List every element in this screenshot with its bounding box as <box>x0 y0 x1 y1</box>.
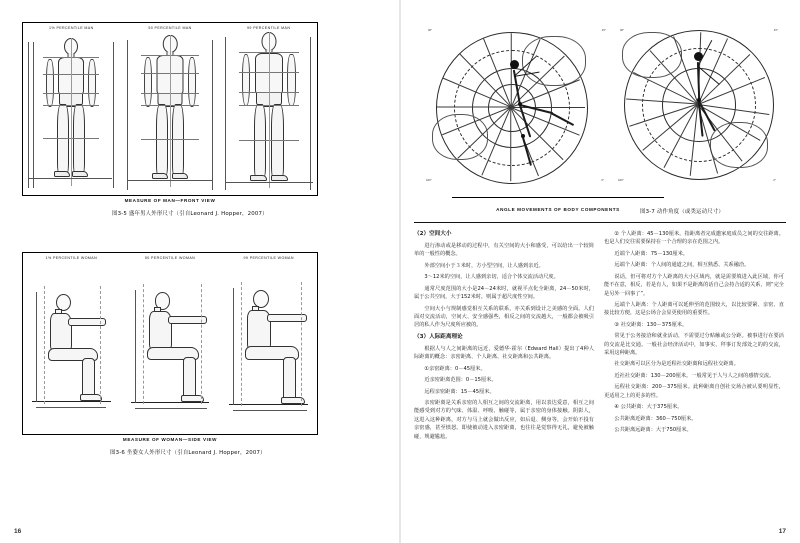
women-figures-group <box>22 252 318 430</box>
woman-percentile-label-2: 50 PERCENTILE WOMAN <box>144 256 196 260</box>
body-paragraph: 亲密距离是关系亲密的人相互之间的交流距离，用以表达爱意，相互之间能感受到对方的气味、体温、呼吸、触碰等，属于亲密的身体接触。阴影人，这进入这种距离，对方与马上就会做出反应，如后退、侧身等，会开始不投有亲密感，甚至愤怒。即使被动进入亲密距离，也往往是觉察得无礼，避免被触碰，规避尴尬。 <box>414 400 594 440</box>
radial-diagram-left: 90° 45° 180° 0° <box>426 28 606 182</box>
woman-percentile-label-3: 99 PERCENTILE WOMAN <box>243 256 294 260</box>
section-divider <box>414 222 786 223</box>
men-figures-group <box>22 22 318 191</box>
body-paragraph: 3～12米的空间，让人感到亲切，适合个体交流活动尺度。 <box>424 274 559 281</box>
woman-column-3 <box>219 252 318 430</box>
body-paragraph: 远端个人距离：个人间的通道之间，相互熟悉、关系融洽。 <box>614 262 750 269</box>
man-percentile-label-2: 50 PERCENTILE MAN <box>148 26 192 30</box>
seated-woman-drawing <box>22 252 121 430</box>
radial-diagram-right: 90° 45° 180° 0° <box>618 28 778 182</box>
body-column-1 <box>414 230 594 520</box>
right-page <box>400 0 800 543</box>
body-column-2 <box>604 230 784 520</box>
body-paragraph: 常见于公务接洽和就业活动，不需要过分贴触或公分距。被事进行在要活的交流是比交通。一般社会经济活动中，如事实、拜事订发部处之的的交流，采用这种距离。 <box>604 333 784 357</box>
seated-woman-drawing <box>219 252 318 430</box>
seated-woman-drawing <box>121 252 220 430</box>
page-number-left: 16 <box>14 528 22 535</box>
body-paragraph: 公共距离远距离：大于750厘米。 <box>614 427 692 434</box>
body-heading: （2）空间大小 <box>414 231 452 237</box>
figure-caption-women: 图3-6 坐姿女人外形尺寸（引自Leonard J. Hopper，2007） <box>110 450 266 456</box>
figure-men-front-view <box>22 22 318 205</box>
body-heading: （3）人际距离理论 <box>414 333 463 340</box>
man-percentile-label-1: 1% PERCENTILE MAN <box>49 26 94 30</box>
stick-figure-dancer <box>484 60 564 168</box>
body-paragraph: ①亲密距离：0－45厘米。 <box>424 365 486 372</box>
body-paragraph: 近社社交距离：130－200厘米。一般常见于人与人之间的感情交流。 <box>614 372 775 379</box>
body-paragraph: 说话，但可将对方个人距离的大小区域内，就是需要填进入此区域，你可能不在意，相反，若是有人，如果不是距离的话自己会持合适的关系，则“完全是另外一回事了”。 <box>604 273 784 297</box>
woman-percentile-label-1: 1% PERCENTILE WOMAN <box>45 256 98 260</box>
figure-caption-angle: 图3-7 动作角度（或类运动尺寸） <box>640 209 724 215</box>
body-paragraph: 近亲密距离范围：0－15厘米。 <box>424 377 497 384</box>
page-number-right: 17 <box>778 528 786 535</box>
book-gutter <box>399 0 401 543</box>
man-figure-drawing <box>139 35 201 187</box>
body-paragraph: 远端个人距离：个人距离可以延伸至的范围较大，以比较要紧、亲密、直接比较方便，这是公场合会显更使用的重要性。 <box>604 301 784 317</box>
body-paragraph: 远程社交距离：200－375厘米。此种距离自创社交场合被认要明显性，更适用之上的更多的性。 <box>604 384 784 399</box>
woman-column-2 <box>121 252 220 430</box>
figure-caption-men: 图3-5 盛年男人外形尺寸（引自Leonard J. Hopper，2007） <box>112 211 268 217</box>
figure-inner-caption: ANGLE MOVEMENTS OF BODY COMPONENTS <box>496 207 620 212</box>
body-paragraph: ④ 公共距离：大于375厘米。 <box>614 404 683 411</box>
woman-column-1 <box>22 252 121 430</box>
body-paragraph: 远程亲密距离：15－45厘米。 <box>424 388 495 395</box>
figure-inner-caption: MEASURE OF MAN—FRONT VIEW <box>22 195 318 205</box>
man-figure-drawing <box>41 38 101 186</box>
body-paragraph: 近端个人距离：75－130厘米。 <box>614 250 688 257</box>
body-paragraph: 空间大小与规制感觉相互关系的联系，亦关系到设计之美感的全面。人们面对交流活动，空间大、安全感强些，相反之间的交流越大，一般都会被吸引居的私人作为尺度所应被的。 <box>414 305 594 329</box>
stick-figure-standing <box>674 52 744 164</box>
man-column-1 <box>22 22 121 191</box>
man-column-2 <box>121 22 220 191</box>
man-figure-drawing <box>237 32 301 188</box>
body-paragraph: 外部空间小于３米时，方小型空间，让人感到亲近。 <box>424 262 544 269</box>
figure-inner-caption: MEASURE OF WOMAN—SIDE VIEW <box>22 434 318 444</box>
body-paragraph: ② 个人距离：45－130厘米。指距离者完成邀家庭成员之间的交往距离。也是人们交往需要保持在一个合理的亲在范围之内。 <box>604 231 784 246</box>
body-paragraph: 进行渗动或是移动的过程中，有关空间的大小和感受，可以给出一个较简单的一般性的概念。 <box>414 243 594 258</box>
figure-women-side-view <box>22 252 318 444</box>
body-paragraph: ③ 社交距离：130－375厘米。 <box>614 321 688 328</box>
body-paragraph: 通常尺度范围的大小是24－24米时，就视平点化全距离，24－50米时，属于公共空间，大于152米时，则属于超尺度性空间。 <box>414 285 594 301</box>
body-paragraph: 根据人与人之间距离的远近，爱德华·霍尔（Edward Hall）提出了4种人际距离的概念：亲密距离、个人距离、社交距离和公共距离。 <box>414 345 594 361</box>
body-paragraph: 社交距离可以区分为是近程社交距离和远程社交距离。 <box>614 361 739 368</box>
man-column-3 <box>219 22 318 191</box>
man-percentile-label-3: 99 PERCENTILE MAN <box>246 26 291 30</box>
body-paragraph: 公共距离近距离：360－750厘米。 <box>614 415 697 422</box>
